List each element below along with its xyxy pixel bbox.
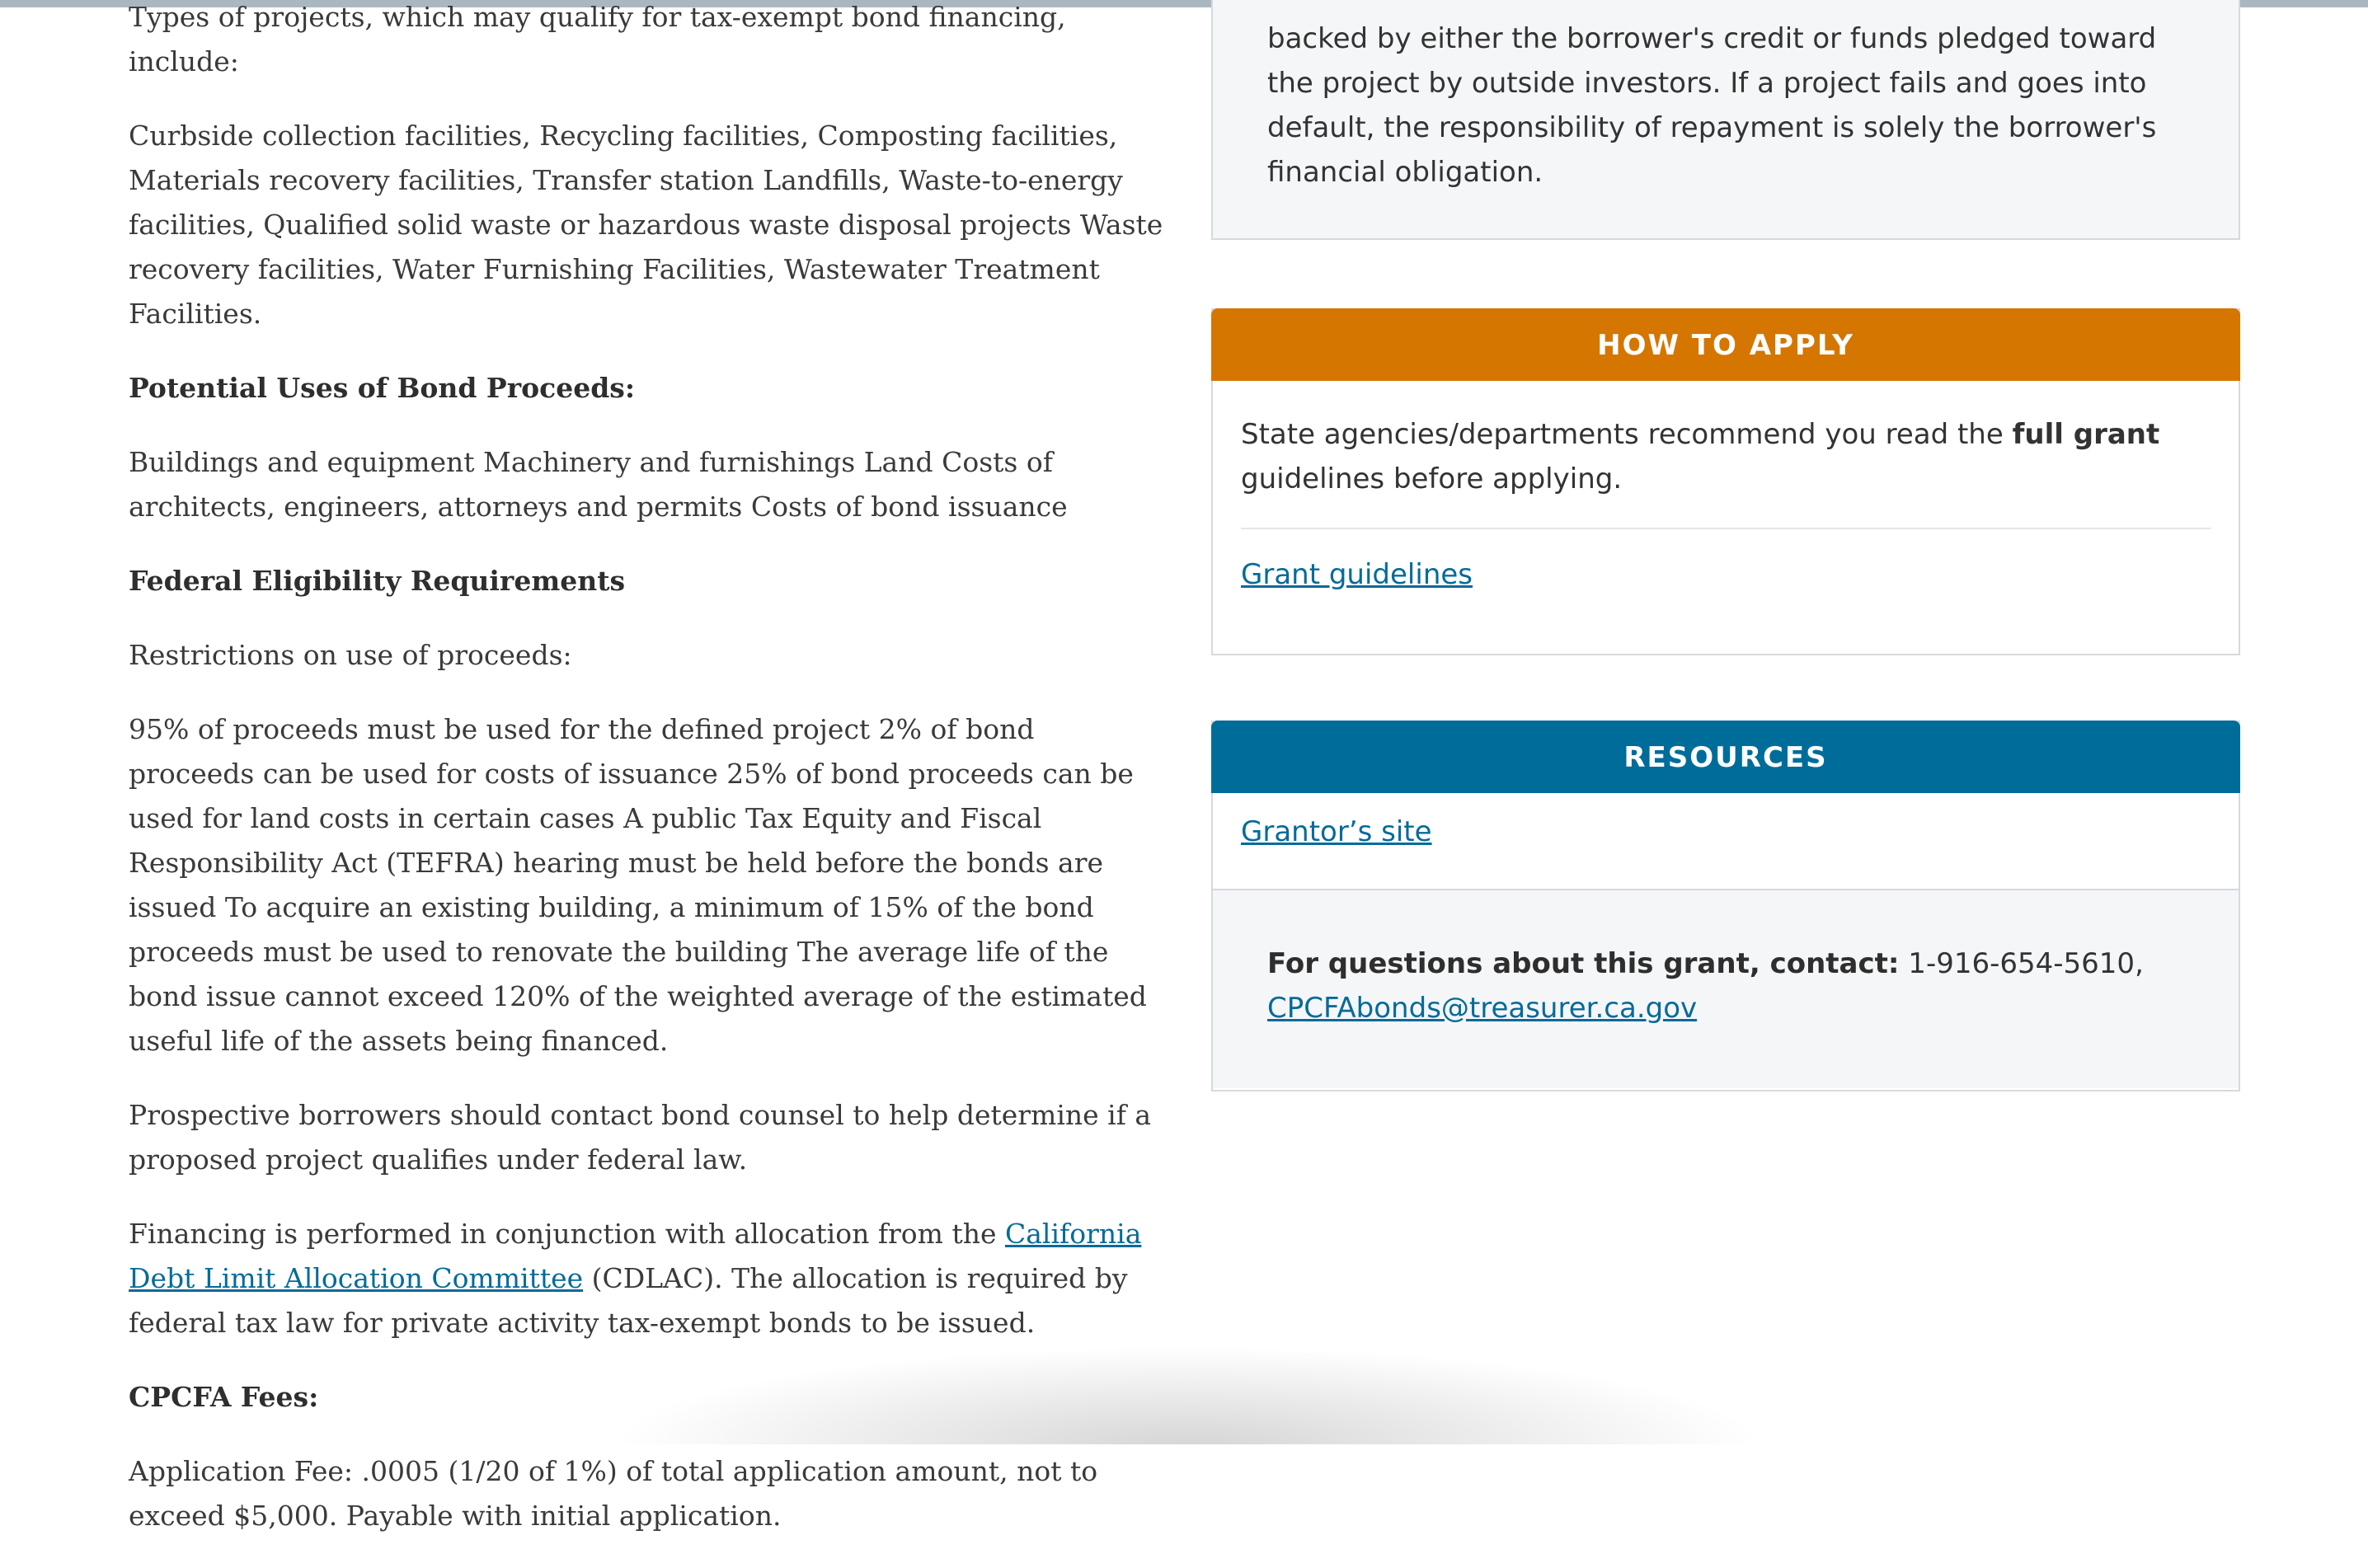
uses-paragraph: Buildings and equipment Machinery and furnishings Land Costs of architects, engineers, attorneys and permits Costs of bond issuance bbox=[129, 446, 1068, 523]
financing-text-pre: Financing is performed in conjunction with allocation from the bbox=[129, 1218, 1005, 1250]
apply-text-pre: State agencies/departments recommend you read the bbox=[1241, 418, 2013, 451]
sidebar-info-box bbox=[1211, 0, 2240, 240]
contact-label: For questions about this grant, contact: bbox=[1267, 947, 1900, 980]
fees-heading: CPCFA Fees: bbox=[129, 1381, 319, 1413]
main-content bbox=[129, 0, 1168, 1568]
how-to-apply-body bbox=[1213, 381, 2239, 597]
cdlac-link[interactable]: California Debt Limit Allocation Committee bbox=[129, 1218, 1142, 1294]
restrictions-paragraph: Restrictions on use of proceeds: bbox=[129, 639, 572, 671]
how-to-apply-card bbox=[1211, 308, 2240, 655]
grant-guidelines-link[interactable]: Grant guidelines bbox=[1241, 558, 1473, 591]
sidebar-info-text: backed by either the borrower's credit or funds pledged toward the project by outside investors. If a project fails and goes into default, the responsibility of repayment is solely the borrower's financial obligation. bbox=[1267, 22, 2157, 189]
fee-paragraph: Application Fee: .0005 (1/20 of 1%) of total application amount, not to exceed $5,000. Payable with initial application. bbox=[129, 1455, 1098, 1532]
resources-header: RESOURCES bbox=[1211, 721, 2240, 793]
bottom-shadow bbox=[610, 1345, 1764, 1444]
contact-phone: 1-916-654-5610, bbox=[1899, 947, 2144, 980]
apply-text-post: guidelines before applying. bbox=[1241, 462, 1623, 495]
counsel-paragraph: Prospective borrowers should contact bond counsel to help determine if a proposed project qualifies under federal law. bbox=[129, 1099, 1152, 1176]
federal-heading: Federal Eligibility Requirements bbox=[129, 565, 626, 597]
apply-divider bbox=[1241, 528, 2211, 529]
contact-email-link[interactable]: CPCFAbonds@treasurer.ca.gov bbox=[1267, 992, 1698, 1025]
types-paragraph: Types of projects, which may qualify for tax-exempt bond financing, include: bbox=[129, 1, 1066, 77]
uses-heading: Potential Uses of Bond Proceeds: bbox=[129, 372, 636, 404]
grantor-site-link[interactable]: Grantor’s site bbox=[1241, 815, 1432, 848]
financing-paragraph bbox=[129, 1212, 1168, 1345]
financing-text-post: (CDLAC). The allocation is required by federal tax law for private activity tax-exempt bonds to be issued. bbox=[129, 1262, 1128, 1339]
resources-contact bbox=[1213, 890, 2239, 1088]
apply-text bbox=[1241, 412, 2211, 501]
apply-text-bold: full grant bbox=[2012, 418, 2160, 451]
resources-card bbox=[1211, 721, 2240, 1091]
percent-paragraph: 95% of proceeds must be used for the defined project 2% of bond proceeds can be used for costs of issuance 25% of bond proceeds can be used for land costs in certain cases A public Tax Equity and Fiscal Responsibility Act (TEFRA) hearing must be held before the bonds are issued To acquire an existing building, a minimum of 15% of the bond proceeds must be used to renovate the building The average life of the bond issue cannot exceed 120% of the weighted average of the estimated useful life of the assets being financed. bbox=[129, 713, 1147, 1057]
how-to-apply-header: HOW TO APPLY bbox=[1211, 308, 2240, 381]
resources-link-row bbox=[1213, 793, 2239, 890]
facilities-paragraph: Curbside collection facilities, Recycling facilities, Composting facilities, Materials recovery facilities, Transfer station Landfills, Waste-to-energy facilities, Qualified solid waste or hazardous waste disposal projects Waste recovery facilities, Water Furnishing Facilities, Wastewater Treatment Facilities. bbox=[129, 120, 1163, 330]
